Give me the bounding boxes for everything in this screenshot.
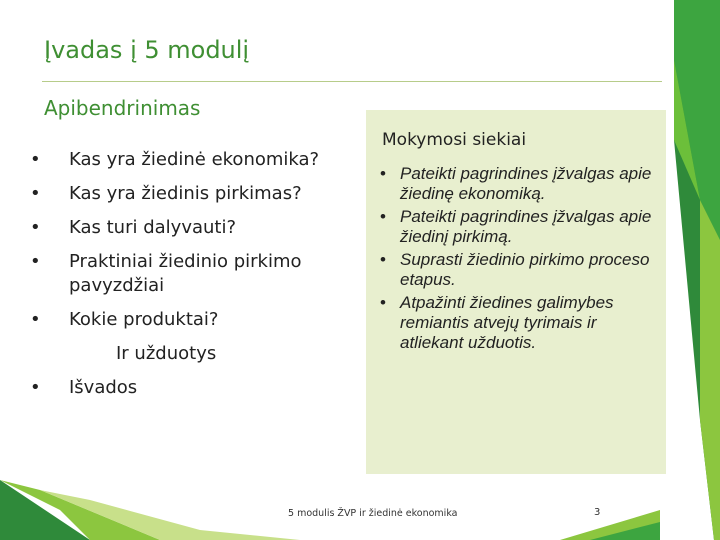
list-item [366,293,658,353]
list-item-text: Atpažinti žiedines galimybes remiantis atvejų tyrimais ir atliekant užduotis. [400,293,614,352]
panel-title: Mokymosi siekiai [382,130,527,150]
list-item-text: Kas yra žiedinė ekonomika? [69,149,320,170]
list-item-text: Pateikti pagrindines įžvalgas apie žiedinę ekonomiką. [400,164,652,203]
list-item-text: Kas yra žiedinis pirkimas? [69,183,302,204]
bullet: • [30,217,41,238]
bullet: • [30,183,41,204]
topics-list [30,148,360,410]
list-item [30,148,360,172]
list-item [30,308,360,332]
bottom-right-decoration [560,500,660,540]
bullet: • [380,207,386,226]
list-item [30,376,360,400]
bullet: • [30,149,41,170]
right-edge-decoration [660,0,720,540]
bullet: • [380,250,386,269]
page-number: 3 [594,507,601,518]
list-item-text: Praktiniai žiedinio pirkimo pavyzdžiai [69,251,302,296]
slide-title: Įvadas į 5 modulį [44,36,250,64]
list-item-text: Ir užduotys [116,343,217,364]
bullet: • [380,293,386,312]
bullet: • [380,164,386,183]
learning-goals-list [366,164,658,356]
bottom-left-decoration [0,470,300,540]
bullet: • [30,251,41,272]
list-item [366,250,658,290]
list-item [30,342,360,366]
list-item-text: Išvados [69,377,138,398]
list-item [366,207,658,247]
footer-text: 5 modulis ŽVP ir žiedinė ekonomika [288,508,458,519]
title-divider [42,81,662,82]
list-item-text: Suprasti žiedinio pirkimo proceso etapus. [400,250,650,289]
learning-goals-panel [366,110,666,474]
list-item [30,250,360,298]
bullet: • [30,309,41,330]
list-item [30,216,360,240]
list-item [30,182,360,206]
list-item [366,164,658,204]
list-item-text: Kas turi dalyvauti? [69,217,237,238]
slide-subtitle: Apibendrinimas [44,96,201,120]
list-item-text: Kokie produktai? [69,309,219,330]
bullet: • [30,377,41,398]
list-item-text: Pateikti pagrindines įžvalgas apie žiedinį pirkimą. [400,207,652,246]
